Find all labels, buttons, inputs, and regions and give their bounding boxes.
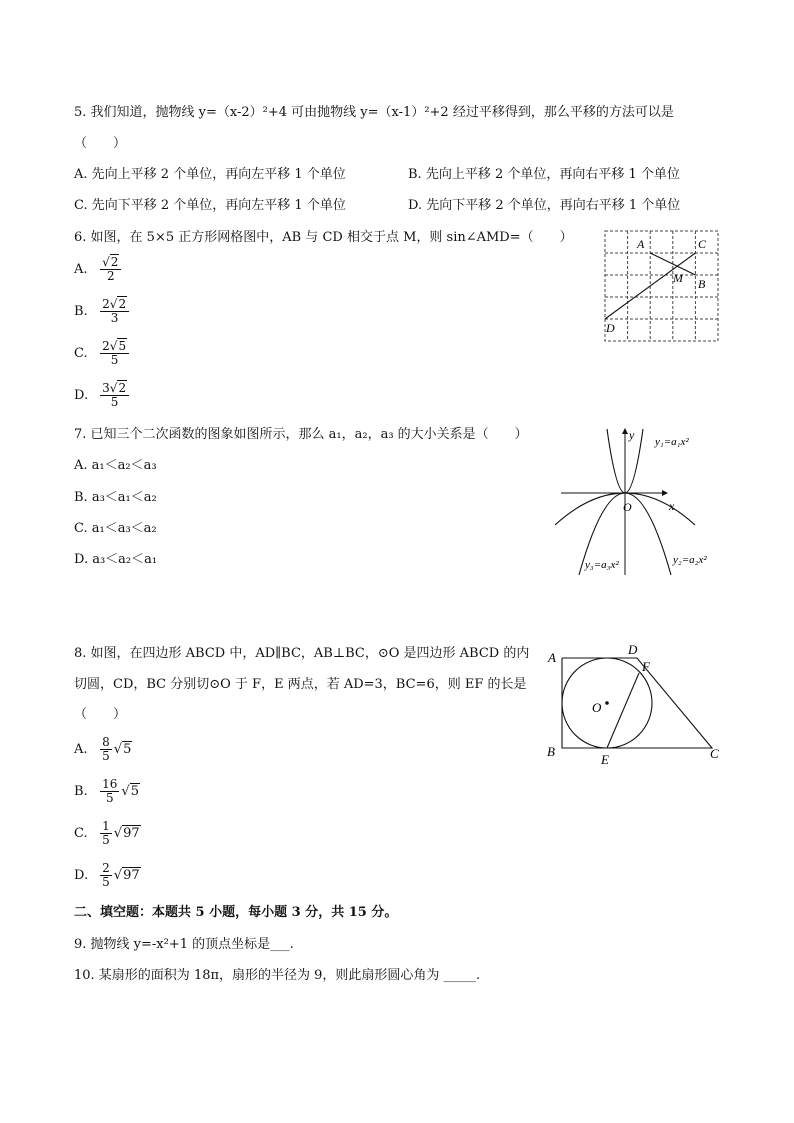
q5-option-d: D. 先向下平移 2 个单位，再向右平移 1 个单位 <box>408 198 681 213</box>
q7-origin: O <box>623 500 632 514</box>
q6-option-d: D. $\frac{3√2}{5}$ <box>74 382 131 409</box>
q8-label-o: O <box>592 700 602 715</box>
q8-stem-line2: 切圆，CD，BC 分别切⊙O 于 F，E 两点，若 AD=3，BC=6，则 EF 的长是 <box>74 677 527 692</box>
q6-label-a: A <box>637 237 645 251</box>
q8-option-a: A. $\frac{8}{5}$ √5 <box>74 735 132 763</box>
q7-option-a: A. a₁＜a₂＜a₃ <box>74 458 157 473</box>
q6-label-d: D <box>606 321 615 335</box>
q8-label-f: F <box>642 659 650 674</box>
q7-label-y3: y₃=a₃x² <box>585 559 619 571</box>
q7-parabola-figure <box>555 425 735 580</box>
q8-label-b: B <box>547 744 555 759</box>
q8-option-c: C. $\frac{1}{5}$ √97 <box>74 819 140 847</box>
q8-quadrilateral-figure <box>540 640 730 770</box>
q8-label-a: A <box>548 650 556 665</box>
q6-label-m: M <box>673 271 683 285</box>
q6-label-c: C <box>698 237 707 251</box>
q6-option-a: A. $\frac{√2}{2}$ <box>74 256 123 283</box>
q8-label-c: C <box>710 746 719 761</box>
q9: 9. 抛物线 y=-x²+1 的顶点坐标是___. <box>74 937 294 952</box>
q8-paren: （ ） <box>74 707 127 722</box>
q6-option-b: B. $\frac{2√2}{3}$ <box>74 298 131 325</box>
q7-label-y2: y₂=a₂x² <box>673 554 707 566</box>
q10: 10. 某扇形的面积为 18π，扇形的半径为 9，则此扇形圆心角为 _____. <box>74 968 481 983</box>
q7-axis-x: x <box>669 499 675 513</box>
q5-option-a: A. 先向上平移 2 个单位，再向左平移 1 个单位 <box>74 167 346 182</box>
q8-label-e: E <box>601 752 609 767</box>
q6-option-c: C. $\frac{2√5}{5}$ <box>74 340 131 367</box>
q8-option-b: B. $\frac{16}{5}$ √5 <box>74 777 139 805</box>
q6-stem: 6. 如图，在 5×5 正方形网格图中，AB 与 CD 相交于点 M，则 sin∠AMD=（ ） <box>74 230 573 245</box>
q6-grid-figure <box>600 226 724 346</box>
q8-option-d: D. $\frac{2}{5}$ √97 <box>74 861 140 889</box>
q7-stem: 7. 已知三个二次函数的图象如图所示，那么 a₁，a₂，a₃ 的大小关系是（ ） <box>74 427 528 442</box>
q5-stem: 5. 我们知道，抛物线 y=（x-2）²+4 可由抛物线 y=（x-1）²+2 经过平移得到，那么平移的方法可以是 <box>74 105 674 120</box>
q7-option-d: D. a₃＜a₂＜a₁ <box>74 552 158 567</box>
section-heading: 二、填空题：本题共 5 小题，每小题 3 分，共 15 分。 <box>74 905 398 920</box>
q7-option-c: C. a₁＜a₃＜a₂ <box>74 521 157 536</box>
q7-label-y1: y₁=a₁x² <box>655 436 689 448</box>
q5-paren: （ ） <box>74 136 127 151</box>
q7-axis-y: y <box>629 428 635 442</box>
q8-label-d: D <box>628 642 638 657</box>
q7-option-b: B. a₃＜a₁＜a₂ <box>74 490 157 505</box>
q6-label-b: B <box>698 277 706 291</box>
q8-stem-line1: 8. 如图，在四边形 ABCD 中，AD∥BC，AB⊥BC，⊙O 是四边形 ABCD 的内 <box>74 646 530 661</box>
q5-option-c: C. 先向下平移 2 个单位，再向左平移 1 个单位 <box>74 198 346 213</box>
q5-option-b: B. 先向上平移 2 个单位，再向右平移 1 个单位 <box>408 167 680 182</box>
